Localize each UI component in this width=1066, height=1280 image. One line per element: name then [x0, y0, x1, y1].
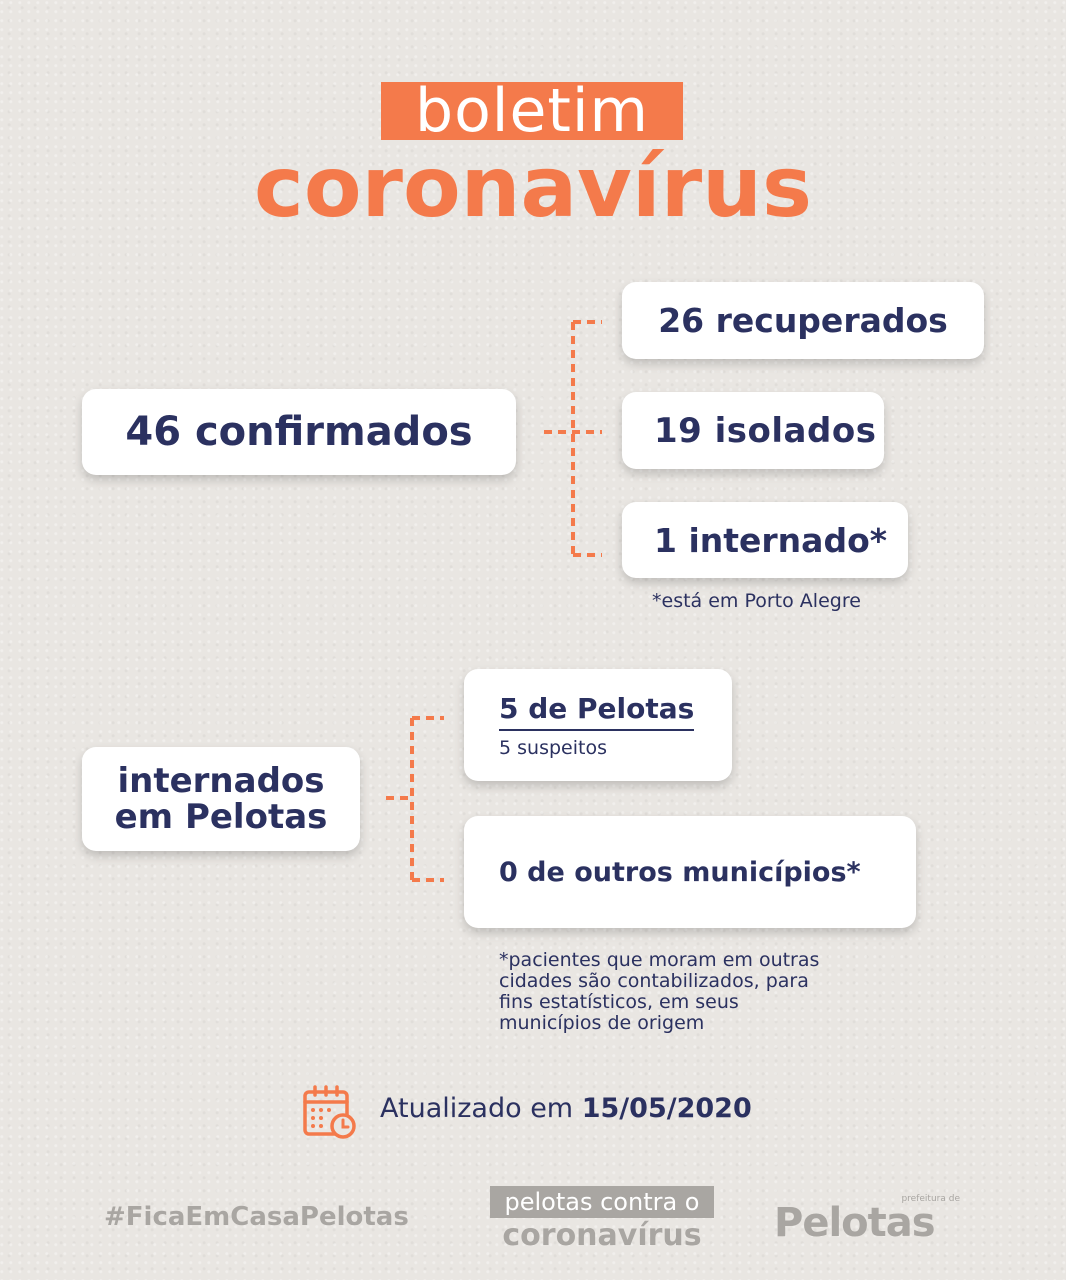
updated-date: 15/05/2020: [581, 1093, 752, 1124]
campaign-logo: [490, 1186, 714, 1254]
updated-line: [380, 1093, 752, 1124]
porto-alegre-footnote: *está em Porto Alegre: [652, 590, 861, 612]
title-coronavirus: coronavírus: [254, 138, 812, 236]
hospitalized-pelotas-line2: em Pelotas: [114, 797, 328, 837]
hospitalized-pelotas-line1: internados: [117, 761, 325, 801]
calendar-clock-icon: [302, 1085, 356, 1139]
title-boletim: boletim: [381, 82, 683, 140]
campaign-line1: pelotas contra o: [490, 1186, 714, 1218]
hospitalized-card: [622, 502, 908, 578]
confirmed-label: 46 confirmados: [125, 409, 473, 455]
prefeitura-logo: [774, 1194, 964, 1244]
hospitalized-label: 1 internado*: [654, 520, 887, 560]
isolated-label: 19 isolados: [654, 410, 877, 451]
updated-prefix: Atualizado em: [380, 1093, 574, 1124]
statistics-footnote-line: cidades são contabilizados, para: [499, 970, 809, 992]
pelotas-suspects-label: 5 suspeitos: [499, 736, 607, 759]
prefeitura-small-label: prefeitura de: [901, 1194, 960, 1204]
other-municipalities-label: 0 de outros municípios*: [499, 856, 861, 888]
hospitalized-pelotas-card: [82, 747, 360, 851]
confirmed-bracket: [540, 310, 610, 570]
other-municipalities-card: [464, 816, 916, 928]
hashtag: #FicaEmCasaPelotas: [104, 1202, 409, 1232]
statistics-footnote: [499, 950, 819, 1034]
statistics-footnote-line: fins estatísticos, em seus: [499, 991, 739, 1013]
campaign-line2: coronavírus: [502, 1218, 702, 1253]
pelotas-residents-card: [464, 669, 732, 781]
isolated-card: [622, 392, 884, 469]
recovered-card: [622, 282, 984, 359]
statistics-footnote-line: *pacientes que moram em outras: [499, 949, 820, 971]
recovered-label: 26 recuperados: [658, 301, 948, 340]
hospitalized-bracket: [384, 708, 454, 890]
prefeitura-main-label: Pelotas: [774, 1200, 935, 1246]
statistics-footnote-line: municípios de origem: [499, 1012, 705, 1034]
pelotas-residents-label: 5 de Pelotas: [499, 692, 694, 731]
confirmed-card: [82, 389, 516, 475]
